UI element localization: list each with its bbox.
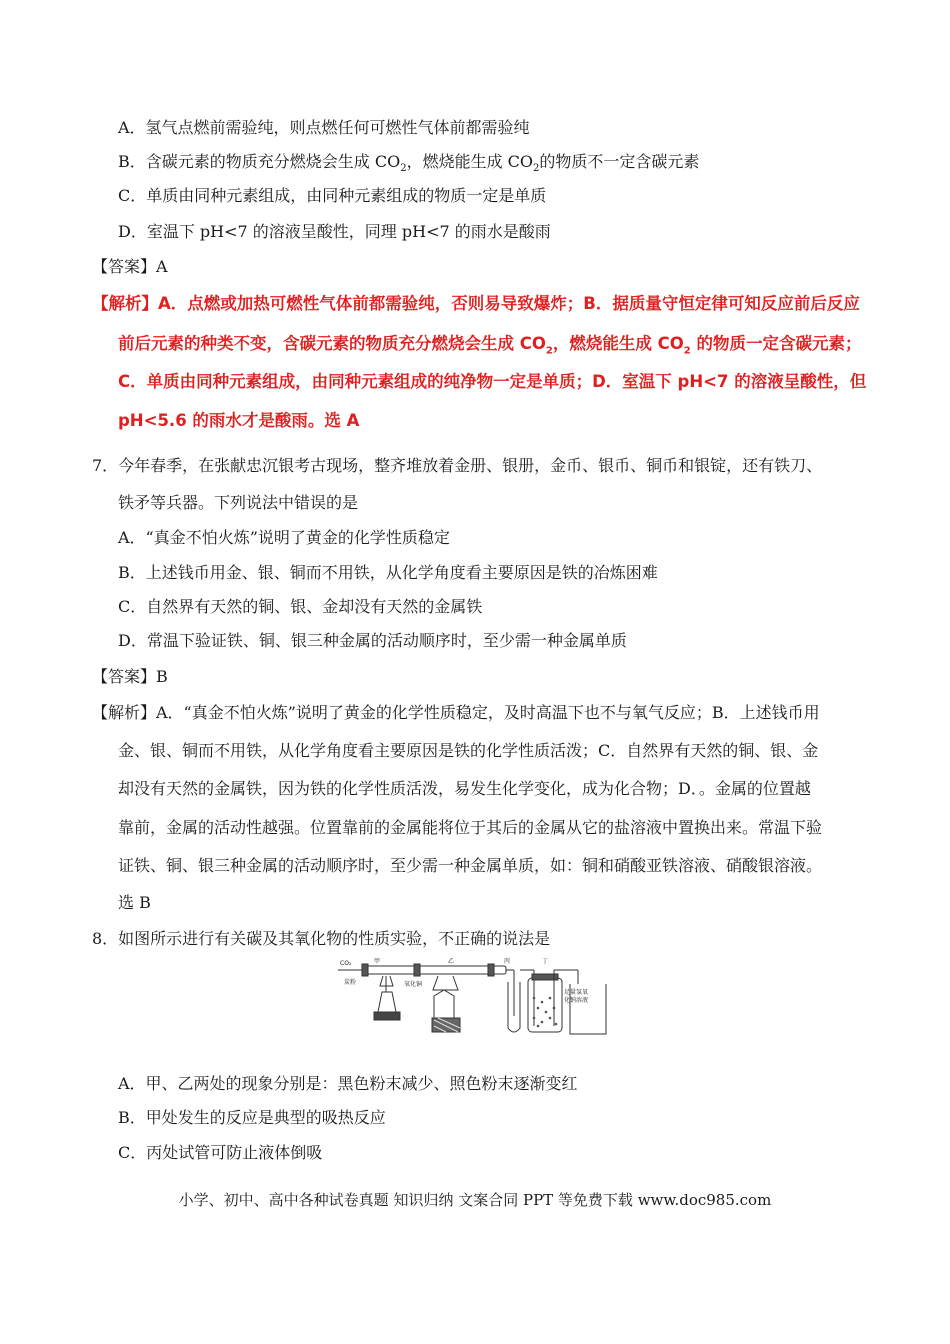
figure-label-co2: CO₂: [340, 960, 352, 967]
subscript-2: 2: [533, 163, 540, 175]
figure-label-jia: 甲: [374, 958, 381, 965]
q6-analysis-l2-pre: 前后元素的种类不变，含碳元素的物质充分燃烧会生成 CO: [118, 334, 546, 353]
q7-stem-line-1: 7．今年春季，在张献忠沉银考古现场，整齐堆放着金册、银册，金币、银币、铜币和银锭，还有铁刀、: [92, 456, 823, 475]
subscript-2: 2: [683, 345, 691, 357]
q6-answer: 【答案】A: [92, 257, 168, 276]
q8-stem: 8．如图所示进行有关碳及其氧化物的性质实验，不正确的说法是: [92, 929, 551, 948]
q7-analysis-line-5: 证铁、铜、银三种金属的活动顺序时，至少需一种金属单质，如：铜和硝酸亚铁溶液、硝酸银溶液。: [118, 856, 823, 875]
q6-analysis-line-3: C．单质由同种元素组成，由同种元素组成的纯净物一定是单质；D．室温下 pH<7 的溶液呈酸性，但: [118, 372, 867, 391]
q7-option-a: A．“真金不怕火炼”说明了黄金的化学性质稳定: [118, 528, 450, 547]
figure-label-naoh-2: 化钠溶液: [564, 997, 589, 1004]
q6-option-b-post: 的物质不一定含碳元素: [539, 152, 700, 171]
q6-analysis-line-4: pH<5.6 的雨水才是酸雨。选 A: [118, 411, 360, 430]
q7-analysis-line-4: 靠前，金属的活动性越强。位置靠前的金属能将位于其后的金属从它的盐溶液中置换出来。常温下验: [118, 818, 823, 837]
q7-answer: 【答案】B: [92, 667, 168, 686]
q7-analysis-line-3: 却没有天然的金属铁，因为铁的化学性质活泼，易发生化学变化，成为化合物；D．。金属的位置越: [118, 779, 811, 798]
q6-option-d: D．室温下 pH<7 的溶液呈酸性，同理 pH<7 的雨水是酸雨: [118, 222, 551, 241]
q7-option-b: B．上述钱币用金、银、铜而不用铁，从化学角度看主要原因是铁的冶炼困难: [118, 563, 658, 582]
q6-analysis-line-1: 【解析】A．点燃或加热可燃性气体前都需验纯，否则易导致爆炸；B．据质量守恒定律可知反应前后反应: [92, 294, 860, 313]
figure-label-naoh-1: 足量氢氧: [564, 989, 589, 996]
page-footer: 小学、初中、高中各种试卷真题 知识归纳 文案合同 PPT 等免费下载 www.doc985.com: [178, 1191, 772, 1209]
subscript-2: 2: [400, 163, 407, 175]
q6-analysis-line-2: [118, 334, 862, 357]
q6-option-b: [118, 152, 700, 175]
figure-label-tanfen: 炭粉: [344, 979, 357, 986]
q6-analysis-l2-mid: ，燃烧能生成 CO: [552, 334, 684, 353]
figure-label-bing: 丙: [504, 958, 511, 965]
q8-option-c: C．丙处试管可防止液体倒吸: [118, 1143, 323, 1162]
subscript-2: 2: [545, 345, 553, 357]
figure-label-ding: 丁: [542, 958, 549, 965]
q6-option-c: C．单质由同种元素组成，由同种元素组成的物质一定是单质: [118, 186, 547, 205]
q7-option-c: C．自然界有天然的铜、银、金却没有天然的金属铁: [118, 597, 483, 616]
q6-option-b-mid: ，燃烧能生成 CO: [406, 152, 534, 171]
q6-option-a: A．氢气点燃前需验纯，则点燃任何可燃性气体前都需验纯: [118, 118, 530, 137]
q6-option-b-pre: B．含碳元素的物质充分燃烧会生成 CO: [118, 152, 401, 171]
q7-stem-line-2: 铁矛等兵器。下列说法中错误的是: [118, 493, 359, 512]
q6-analysis-l2-post: 的物质一定含碳元素；: [690, 334, 862, 353]
q8-option-a: A．甲、乙两处的现象分别是：黑色粉末减少、照色粉末逐渐变红: [118, 1074, 578, 1093]
figure-label-cuo: 氧化铜: [404, 981, 423, 988]
q7-analysis-line-1: 【解析】A．“真金不怕火炼”说明了黄金的化学性质稳定，及时高温下也不与氧气反应；B．上述钱币用: [92, 703, 820, 722]
experiment-apparatus-figure: [338, 956, 610, 1040]
q8-option-b: B．甲处发生的反应是典型的吸热反应: [118, 1108, 386, 1127]
q7-analysis-line-2: 金、银、铜而不用铁，从化学角度看主要原因是铁的化学性质活泼；C．自然界有天然的铜、银、金: [118, 741, 819, 760]
figure-label-yi: 乙: [448, 958, 455, 965]
q7-option-d: D．常温下验证铁、铜、银三种金属的活动顺序时，至少需一种金属单质: [118, 631, 627, 650]
q7-analysis-line-6: 选 B: [118, 893, 151, 912]
